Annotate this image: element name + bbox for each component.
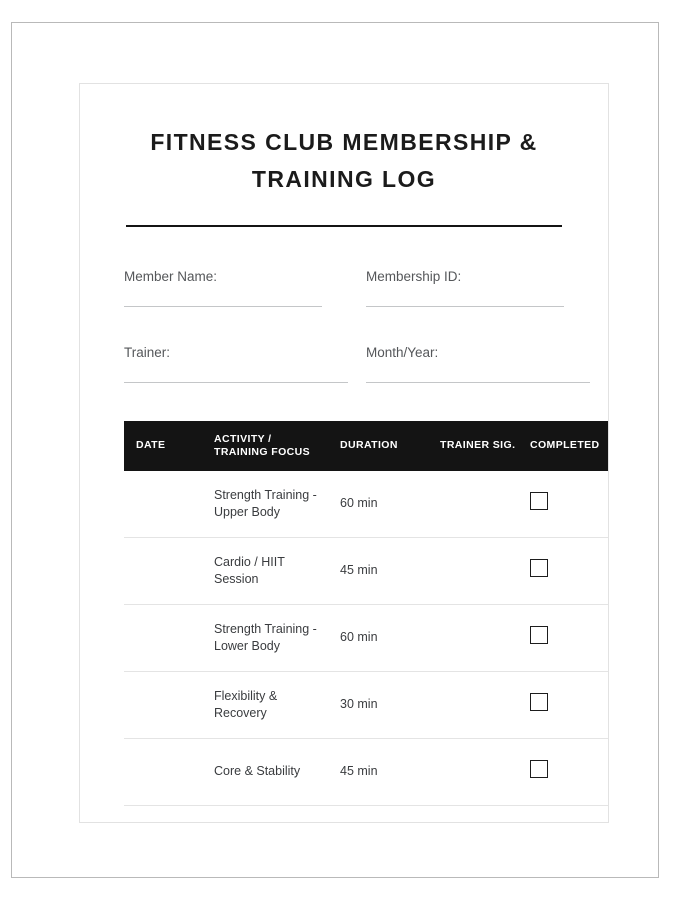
field-trainer [124,345,322,383]
cell-trainer-sig[interactable] [434,471,524,538]
completed-checkbox[interactable] [530,626,548,644]
cell-trainer-sig[interactable] [434,604,524,671]
cell-duration: 30 min [334,671,434,738]
cell-activity: Core & Stability [208,738,334,805]
document-sheet [79,83,609,823]
cell-date[interactable] [124,604,208,671]
cell-completed [524,537,609,604]
field-input-membership-id[interactable] [366,306,564,307]
field-label-month-year: Month/Year: [366,344,439,360]
table-header-trainer-sig: TRAINER SIG. [434,421,524,471]
form-field-row-2 [124,345,564,383]
form-field-row-1 [124,269,564,307]
cell-completed [524,738,609,805]
field-input-trainer[interactable] [124,382,348,383]
table-header-duration: DURATION [334,421,434,471]
field-membership-id [366,269,564,307]
form-fields [124,269,564,383]
table-header-row [124,421,609,471]
field-input-month-year[interactable] [366,382,590,383]
table-row [124,671,609,738]
table-header [124,421,609,471]
field-month-year [366,345,564,383]
completed-checkbox[interactable] [530,693,548,711]
training-log-table [124,421,609,806]
field-label-membership-id: Membership ID: [366,268,462,284]
title-divider [126,225,562,227]
table-body [124,471,609,806]
table-row [124,537,609,604]
cell-trainer-sig[interactable] [434,738,524,805]
table-row [124,604,609,671]
field-input-member-name[interactable] [124,306,322,307]
cell-activity: Cardio / HIIT Session [208,537,334,604]
cell-completed [524,671,609,738]
field-member-name [124,269,322,307]
completed-checkbox[interactable] [530,760,548,778]
cell-date[interactable] [124,671,208,738]
cell-duration: 45 min [334,738,434,805]
cell-duration: 45 min [334,537,434,604]
cell-trainer-sig[interactable] [434,537,524,604]
field-label-trainer: Trainer: [124,344,171,360]
table-header-activity: ACTIVITY / TRAINING FOCUS [208,421,334,471]
table-header-date: DATE [124,421,208,471]
cell-date[interactable] [124,537,208,604]
document-viewport [11,22,659,878]
cell-completed [524,604,609,671]
cell-activity: Strength Training - Upper Body [208,471,334,538]
cell-duration: 60 min [334,604,434,671]
field-label-member-name: Member Name: [124,268,218,284]
cell-duration: 60 min [334,471,434,538]
cell-date[interactable] [124,738,208,805]
table-header-completed: COMPLETED [524,421,609,471]
completed-checkbox[interactable] [530,492,548,510]
completed-checkbox[interactable] [530,559,548,577]
table-row [124,471,609,538]
table-row [124,738,609,805]
cell-completed [524,471,609,538]
cell-date[interactable] [124,471,208,538]
page-title: FITNESS CLUB MEMBERSHIP & TRAINING LOG [150,129,538,193]
cell-trainer-sig[interactable] [434,671,524,738]
cell-activity: Flexibility & Recovery [208,671,334,738]
cell-activity: Strength Training - Lower Body [208,604,334,671]
